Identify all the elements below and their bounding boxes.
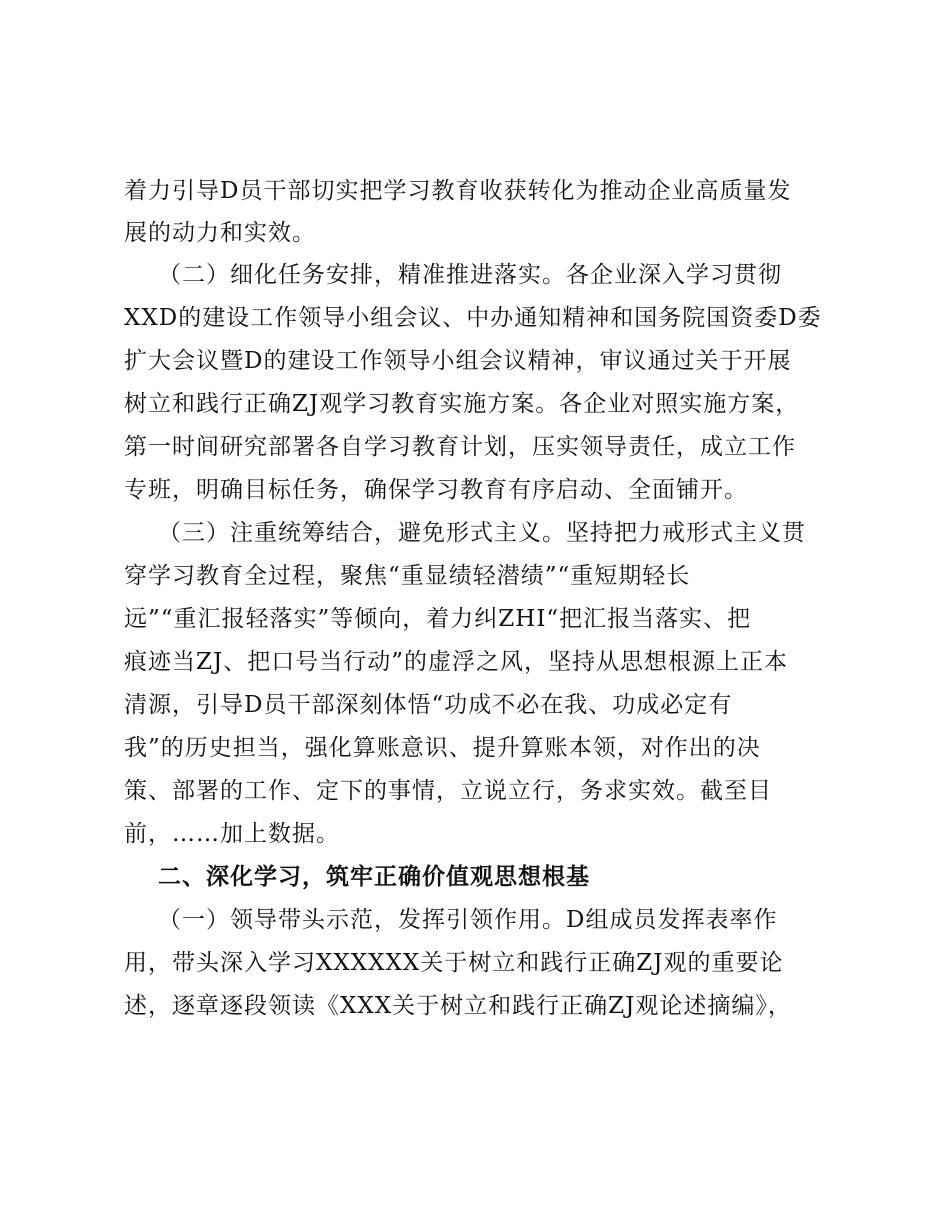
paragraph-line: 穿学习教育全过程，聚焦“重显绩轻潜绩”“重短期轻长 — [124, 563, 691, 589]
paragraph-line: 第一时间研究部署各自学习教育计划，压实领导责任，成立工作 — [124, 434, 796, 460]
paragraph-line: 清源，引导D员干部深刻体悟“功成不必在我、功成必定有 — [124, 692, 733, 718]
paragraph-line: （三）注重统筹结合，避免形式主义。坚持把力戒形式主义贯 — [158, 520, 806, 546]
paragraph-line: 我”的历史担当，强化算账意识、提升算账本领，对作出的决 — [124, 735, 761, 761]
paragraph-line: 树立和践行正确ZJ观学习教育实施方案。各企业对照实施方案， — [124, 391, 800, 417]
paragraph-line: 扩大会议暨D的建设工作领导小组会议精神，审议通过关于开展 — [124, 348, 792, 374]
paragraph-line: （二）细化任务安排，精准推进落实。各企业深入学习贯彻 — [158, 262, 782, 288]
paragraph-line: 策、部署的工作、定下的事情，立说立行，务求实效。截至目 — [124, 778, 772, 804]
paragraph-line: （一）领导带头示范，发挥引领作用。D组成员发挥表率作 — [158, 907, 778, 933]
section-heading: 二、深化学习，筑牢正确价值观思想根基 — [158, 864, 590, 890]
paragraph-line: 述，逐章逐段领读《XXX关于树立和践行正确ZJ观论述摘编》， — [124, 993, 792, 1019]
paragraph-line: 前，……加上数据。 — [124, 821, 340, 847]
paragraph-line: 着力引导D员干部切实把学习教育收获转化为推动企业高质量发 — [124, 178, 792, 204]
paragraph-line: 用，带头深入学习XXXXXX关于树立和践行正确ZJ观的重要论 — [124, 950, 784, 976]
paragraph-line: 专班，明确目标任务，确保学习教育有序启动、全面铺开。 — [124, 477, 748, 503]
paragraph-line: 痕迹当ZJ、把口号当行动”的虚浮之风，坚持从思想根源上正本 — [124, 649, 788, 675]
paragraph-line: 远”“重汇报轻落实”等倾向，着力纠ZHI“把汇报当落实、把 — [124, 606, 752, 632]
paragraph-line: 展的动力和实效。 — [124, 220, 316, 246]
paragraph-line: XXD的建设工作领导小组会议、中办通知精神和国务院国资委D委 — [124, 305, 822, 331]
